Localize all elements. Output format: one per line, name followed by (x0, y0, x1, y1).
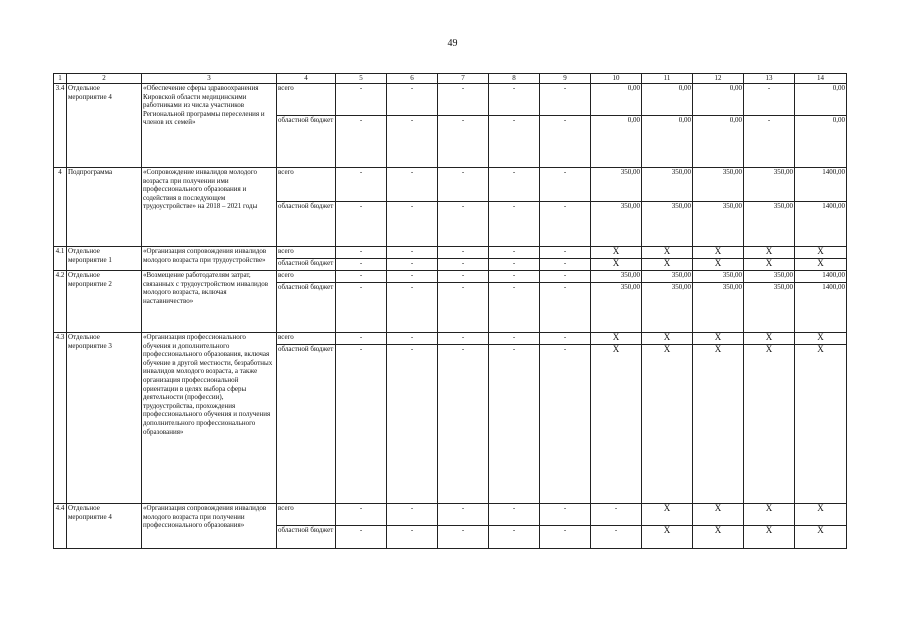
value-cell: 0,00 (693, 84, 744, 116)
value-cell: - (540, 247, 591, 259)
column-number: 1 (54, 74, 67, 84)
value-cell: - (744, 84, 795, 116)
value-cell: 1400,00 (795, 202, 847, 247)
funding-source: областной бюджет (277, 345, 336, 504)
value-cell: - (387, 333, 438, 345)
value-cell: Х (795, 345, 847, 504)
value-cell: 350,00 (693, 202, 744, 247)
value-cell: Х (744, 333, 795, 345)
funding-source: областной бюджет (277, 116, 336, 168)
value-cell: 350,00 (744, 202, 795, 247)
funding-source: областной бюджет (277, 526, 336, 549)
value-cell: 350,00 (642, 283, 693, 333)
event-type: Отдельное мероприятие 3 (67, 333, 142, 504)
value-cell: - (540, 202, 591, 247)
table-row (54, 84, 847, 116)
value-cell: Х (642, 504, 693, 526)
column-number: 14 (795, 74, 847, 84)
value-cell: - (438, 345, 489, 504)
value-cell: Х (642, 526, 693, 549)
value-cell: - (744, 116, 795, 168)
value-cell: 350,00 (693, 271, 744, 283)
column-number-row (54, 74, 847, 84)
event-name: «Обеспечение сферы здравоохранения Кировской области медицинскими работниками из числа участников Региональной программы переселения и членов их семей» (142, 84, 277, 168)
value-cell: 0,00 (591, 116, 642, 168)
value-cell: - (438, 333, 489, 345)
row-number: 4.4 (54, 504, 67, 549)
value-cell: - (387, 283, 438, 333)
value-cell: - (591, 526, 642, 549)
event-name: «Сопровождение инвалидов молодого возраста при получении ими профессионального образования и содействия в последующем трудоустройстве» на 2018 – 2021 годы (142, 168, 277, 247)
column-number: 9 (540, 74, 591, 84)
value-cell: - (387, 202, 438, 247)
value-cell: - (336, 345, 387, 504)
column-number: 12 (693, 74, 744, 84)
value-cell: 1400,00 (795, 168, 847, 202)
value-cell: Х (693, 333, 744, 345)
value-cell: - (438, 526, 489, 549)
funding-source: всего (277, 333, 336, 345)
value-cell: Х (744, 259, 795, 271)
value-cell: 350,00 (642, 168, 693, 202)
value-cell: - (387, 116, 438, 168)
value-cell: - (387, 247, 438, 259)
row-number: 4.1 (54, 247, 67, 271)
page-number: 49 (447, 38, 458, 49)
value-cell: - (489, 202, 540, 247)
value-cell: - (336, 116, 387, 168)
funding-source: всего (277, 504, 336, 526)
funding-source: областной бюджет (277, 283, 336, 333)
funding-source: всего (277, 168, 336, 202)
value-cell: Х (591, 333, 642, 345)
funding-source: всего (277, 84, 336, 116)
value-cell: 350,00 (591, 271, 642, 283)
value-cell: - (438, 504, 489, 526)
value-cell: - (336, 247, 387, 259)
event-name: «Организация сопровождения инвалидов молодого возраста при трудоустройстве» (142, 247, 277, 271)
value-cell: - (387, 271, 438, 283)
value-cell: 350,00 (744, 283, 795, 333)
value-cell: Х (693, 259, 744, 271)
event-name: «Возмещение работодателям затрат, связанных с трудоустройством инвалидов молодого возраста, включая наставничество» (142, 271, 277, 333)
value-cell: Х (795, 259, 847, 271)
value-cell: Х (693, 247, 744, 259)
value-cell: - (438, 202, 489, 247)
value-cell: 350,00 (693, 168, 744, 202)
value-cell: Х (642, 333, 693, 345)
value-cell: - (540, 84, 591, 116)
table-row (54, 247, 847, 259)
value-cell: Х (795, 333, 847, 345)
column-number: 13 (744, 74, 795, 84)
value-cell: - (489, 116, 540, 168)
value-cell: 0,00 (591, 84, 642, 116)
value-cell: - (387, 526, 438, 549)
value-cell: - (336, 259, 387, 271)
value-cell: 1400,00 (795, 271, 847, 283)
value-cell: 0,00 (795, 116, 847, 168)
value-cell: - (489, 504, 540, 526)
table-row (54, 271, 847, 283)
value-cell: 350,00 (591, 202, 642, 247)
value-cell: - (540, 345, 591, 504)
event-name: «Организация сопровождения инвалидов молодого возраста при получении профессионального образования» (142, 504, 277, 549)
value-cell: - (387, 259, 438, 271)
column-number: 7 (438, 74, 489, 84)
table-row (54, 168, 847, 202)
column-number: 4 (277, 74, 336, 84)
value-cell: 350,00 (744, 168, 795, 202)
funding-source: областной бюджет (277, 202, 336, 247)
event-name: «Организация профессионального обучения и дополнительного профессионального образования, включая обучение в другой местности, безработных инвалидов молодого возраста, а также организация профессиональной ориентации в целях выбора сферы деятельности (профессии), трудоустройства, прохождения профессионального обучения и получения дополнительного профессионального образования» (142, 333, 277, 504)
value-cell: - (336, 526, 387, 549)
value-cell: Х (591, 259, 642, 271)
event-type: Отдельное мероприятие 1 (67, 247, 142, 271)
value-cell: 350,00 (642, 202, 693, 247)
event-type: Отдельное мероприятие 4 (67, 504, 142, 549)
value-cell: Х (744, 504, 795, 526)
table-row (54, 504, 847, 526)
column-number: 6 (387, 74, 438, 84)
value-cell: Х (591, 247, 642, 259)
value-cell: 0,00 (642, 116, 693, 168)
funding-source: всего (277, 247, 336, 259)
funding-source: областной бюджет (277, 259, 336, 271)
value-cell: - (489, 168, 540, 202)
value-cell: - (540, 333, 591, 345)
funding-source: всего (277, 271, 336, 283)
value-cell: 350,00 (693, 283, 744, 333)
value-cell: - (336, 168, 387, 202)
value-cell: - (336, 202, 387, 247)
value-cell: - (489, 283, 540, 333)
value-cell: - (438, 84, 489, 116)
value-cell: - (387, 504, 438, 526)
column-number: 10 (591, 74, 642, 84)
value-cell: 0,00 (642, 84, 693, 116)
value-cell: - (540, 283, 591, 333)
value-cell: Х (642, 259, 693, 271)
event-type: Подпрограмма (67, 168, 142, 247)
row-number: 4 (54, 168, 67, 247)
value-cell: Х (642, 345, 693, 504)
column-number: 2 (67, 74, 142, 84)
value-cell: - (489, 526, 540, 549)
value-cell: - (336, 283, 387, 333)
value-cell: - (540, 259, 591, 271)
column-number: 11 (642, 74, 693, 84)
value-cell: Х (744, 247, 795, 259)
value-cell: 350,00 (744, 271, 795, 283)
column-number: 8 (489, 74, 540, 84)
value-cell: - (336, 504, 387, 526)
value-cell: - (489, 84, 540, 116)
value-cell: - (540, 168, 591, 202)
event-type: Отдельное мероприятие 4 (67, 84, 142, 168)
value-cell: 0,00 (795, 84, 847, 116)
row-number: 4.3 (54, 333, 67, 504)
value-cell: Х (744, 526, 795, 549)
value-cell: - (540, 526, 591, 549)
value-cell: - (336, 333, 387, 345)
value-cell: Х (642, 247, 693, 259)
value-cell: - (387, 345, 438, 504)
value-cell: - (438, 116, 489, 168)
value-cell: Х (693, 345, 744, 504)
value-cell: - (387, 168, 438, 202)
value-cell: - (591, 504, 642, 526)
column-number: 5 (336, 74, 387, 84)
value-cell: - (540, 116, 591, 168)
event-type: Отдельное мероприятие 2 (67, 271, 142, 333)
row-number: 4.2 (54, 271, 67, 333)
value-cell: - (438, 259, 489, 271)
value-cell: 350,00 (591, 168, 642, 202)
value-cell: Х (795, 526, 847, 549)
column-number: 3 (142, 74, 277, 84)
value-cell: - (540, 504, 591, 526)
value-cell: 350,00 (591, 283, 642, 333)
value-cell: - (438, 283, 489, 333)
value-cell: - (489, 345, 540, 504)
value-cell: - (489, 333, 540, 345)
value-cell: - (489, 259, 540, 271)
value-cell: - (438, 247, 489, 259)
value-cell: Х (744, 345, 795, 504)
value-cell: 1400,00 (795, 283, 847, 333)
value-cell: - (336, 271, 387, 283)
value-cell: Х (591, 345, 642, 504)
value-cell: 0,00 (693, 116, 744, 168)
value-cell: Х (795, 504, 847, 526)
value-cell: - (438, 271, 489, 283)
table-row (54, 333, 847, 345)
row-number: 3.4 (54, 84, 67, 168)
value-cell: - (438, 168, 489, 202)
value-cell: - (489, 247, 540, 259)
value-cell: Х (693, 526, 744, 549)
budget-table (53, 73, 847, 549)
value-cell: - (489, 271, 540, 283)
value-cell: - (540, 271, 591, 283)
value-cell: Х (795, 247, 847, 259)
value-cell: - (336, 84, 387, 116)
value-cell: Х (693, 504, 744, 526)
value-cell: 350,00 (642, 271, 693, 283)
value-cell: - (387, 84, 438, 116)
